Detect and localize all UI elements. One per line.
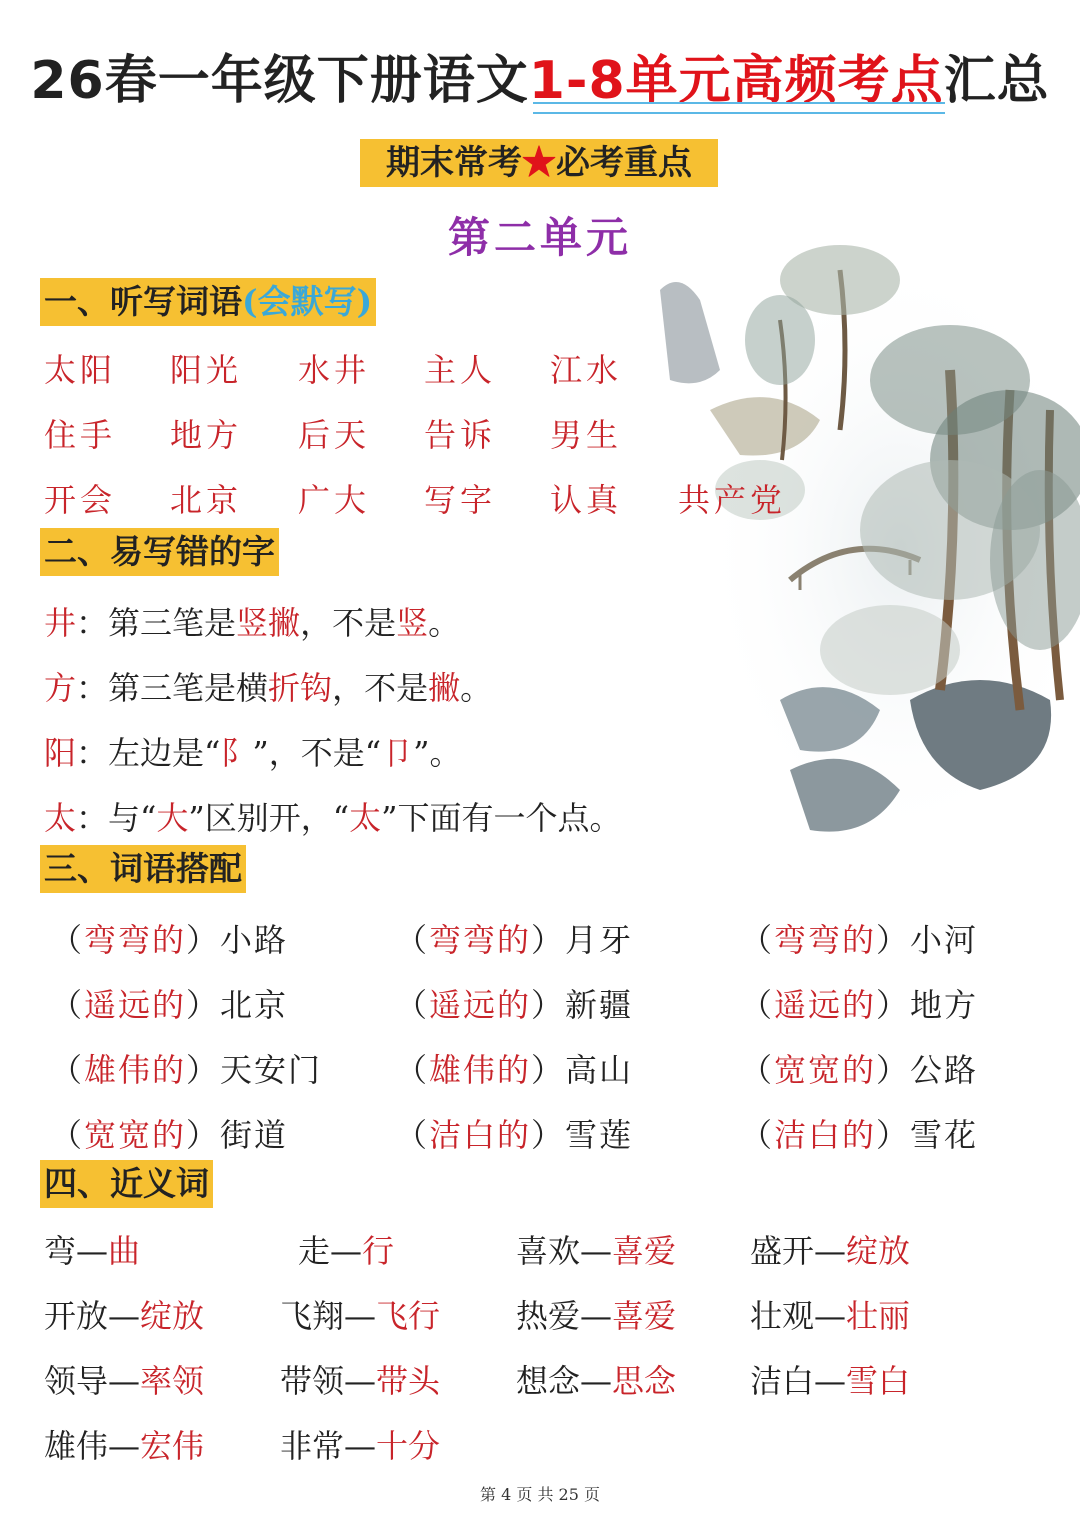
dictation-word: 后天	[298, 416, 371, 454]
text: ”，不是“	[252, 734, 382, 772]
synonym-answer: 率领	[140, 1362, 205, 1400]
synonym-word: 洁白	[750, 1362, 815, 1400]
collocation-item: （洁白的）雪花	[740, 1116, 979, 1154]
collocation-noun: 新疆	[565, 986, 634, 1024]
highlight-text: 卩	[381, 734, 414, 772]
synonym-answer: 喜爱	[612, 1297, 677, 1335]
dictation-word: 写字	[424, 481, 497, 519]
error-char-item	[44, 598, 460, 644]
collocation-noun: 天安门	[220, 1051, 323, 1089]
synonym-answer: 宏伟	[140, 1427, 205, 1465]
collocation-adj: 雄伟的	[429, 1051, 532, 1089]
collocation-item: （雄伟的）天安门	[50, 1051, 323, 1089]
dictation-word: 男生	[550, 416, 623, 454]
synonym-word: 热爱	[516, 1297, 581, 1335]
dictation-word: 太阳	[44, 351, 117, 389]
synonym-word: 领导	[44, 1362, 109, 1400]
collocation-item: （弯弯的）小路	[50, 921, 289, 959]
synonym-word: 盛开	[750, 1232, 815, 1270]
badge-left: 期末常考	[386, 143, 522, 183]
collocation-adj: 弯弯的	[84, 921, 187, 959]
collocation-adj: 弯弯的	[774, 921, 877, 959]
colon: ：	[76, 669, 109, 707]
text: 第三笔是	[108, 604, 237, 642]
collocation-item: （宽宽的）公路	[740, 1051, 979, 1089]
synonym-pair: 热爱—喜爱	[516, 1297, 677, 1335]
unit-title: 第二单元	[447, 213, 632, 262]
synonym-word: 飞翔	[280, 1297, 345, 1335]
error-char: 阳	[44, 734, 77, 772]
error-char-item	[44, 793, 622, 839]
collocation-adj: 弯弯的	[429, 921, 532, 959]
badge-right: 必考重点	[556, 143, 692, 183]
synonym-answer: 曲	[108, 1232, 141, 1270]
synonym-word: 喜欢	[516, 1232, 581, 1270]
collocation-adj: 宽宽的	[774, 1051, 877, 1089]
synonym-word: 想念	[516, 1362, 581, 1400]
synonym-answer: 行	[362, 1232, 395, 1270]
colon: ：	[76, 604, 109, 642]
dictation-word: 江水	[550, 351, 623, 389]
colon: ：	[76, 799, 109, 837]
highlight-text: 竖	[396, 604, 429, 642]
dictation-word: 开会	[44, 481, 117, 519]
synonym-pair: 盛开—绽放	[750, 1232, 911, 1270]
text: 。	[460, 669, 493, 707]
landscape-illustration	[650, 230, 1080, 870]
star-icon: ★	[522, 143, 556, 183]
dictation-word: 地方	[170, 416, 243, 454]
synonym-answer: 绽放	[846, 1232, 911, 1270]
error-char: 井	[44, 604, 77, 642]
synonym-pair: 开放—绽放	[44, 1297, 205, 1335]
dictation-word: 共产党	[678, 481, 787, 519]
highlight-text: 大	[156, 799, 189, 837]
highlight-text: 撇	[428, 669, 461, 707]
collocation-item: （遥远的）地方	[740, 986, 979, 1024]
dictation-word: 住手	[44, 416, 117, 454]
dictation-word: 广大	[298, 481, 371, 519]
synonym-pair: 想念—思念	[516, 1362, 677, 1400]
title-underline	[533, 102, 945, 114]
text: 左边是“	[108, 734, 221, 772]
synonym-word: 带领	[280, 1362, 345, 1400]
synonym-word: 非常	[280, 1427, 345, 1465]
collocation-noun: 雪花	[910, 1116, 979, 1154]
text: 第三笔是横	[108, 669, 269, 707]
dictation-word: 阳光	[170, 351, 243, 389]
collocation-adj: 雄伟的	[84, 1051, 187, 1089]
collocation-item: （雄伟的）高山	[395, 1051, 634, 1089]
collocation-item: （遥远的）北京	[50, 986, 289, 1024]
text: ，不是	[332, 669, 429, 707]
synonym-word: 走	[298, 1232, 331, 1270]
synonym-pair: 雄伟—宏伟	[44, 1427, 205, 1465]
collocation-noun: 雪莲	[565, 1116, 634, 1154]
highlight-text: 阝	[220, 734, 253, 772]
section2-heading: 二、易写错的字	[40, 528, 279, 576]
collocation-noun: 高山	[565, 1051, 634, 1089]
synonym-answer: 带头	[376, 1362, 441, 1400]
synonym-pair: 壮观—壮丽	[750, 1297, 911, 1335]
text: 与“	[108, 799, 157, 837]
synonym-answer: 思念	[612, 1362, 677, 1400]
synonym-word: 弯	[44, 1232, 77, 1270]
synonym-pair: 喜欢—喜爱	[516, 1232, 677, 1270]
collocation-item: （遥远的）新疆	[395, 986, 634, 1024]
section4-heading: 四、近义词	[40, 1160, 213, 1208]
section1-heading-text: 一、听写词语	[44, 282, 242, 321]
error-char-item	[44, 728, 462, 774]
error-char-item	[44, 663, 492, 709]
synonym-answer: 十分	[376, 1427, 441, 1465]
text: ”。	[413, 734, 462, 772]
text: ”区别开，“	[188, 799, 350, 837]
synonym-word: 壮观	[750, 1297, 815, 1335]
synonym-answer: 绽放	[140, 1297, 205, 1335]
synonym-pair: 洁白—雪白	[750, 1362, 911, 1400]
section1-note: (会默写)	[242, 282, 373, 321]
synonym-pair: 弯—曲	[44, 1232, 141, 1270]
dictation-word: 认真	[550, 481, 623, 519]
highlight-text: 竖撇	[236, 604, 301, 642]
colon: ：	[76, 734, 109, 772]
synonym-answer: 喜爱	[612, 1232, 677, 1270]
collocation-item: （洁白的）雪莲	[395, 1116, 634, 1154]
collocation-adj: 遥远的	[774, 986, 877, 1024]
synonym-pair: 走—行	[298, 1232, 395, 1270]
dictation-word: 北京	[170, 481, 243, 519]
synonym-pair: 领导—率领	[44, 1362, 205, 1400]
synonym-answer: 飞行	[376, 1297, 441, 1335]
collocation-adj: 洁白的	[429, 1116, 532, 1154]
collocation-noun: 地方	[910, 986, 979, 1024]
exam-badge	[360, 139, 718, 187]
collocation-item: （宽宽的）街道	[50, 1116, 289, 1154]
title-part2: 1-8单元高频考点	[528, 51, 944, 111]
text: ”下面有一个点。	[381, 799, 622, 837]
dictation-word: 主人	[424, 351, 497, 389]
collocation-noun: 公路	[910, 1051, 979, 1089]
section3-heading: 三、词语搭配	[40, 845, 246, 893]
highlight-text: 折钩	[268, 669, 333, 707]
title-part1: 26春一年级下册语文	[30, 51, 529, 111]
section1-heading	[40, 278, 376, 326]
collocation-adj: 宽宽的	[84, 1116, 187, 1154]
collocation-item: （弯弯的）月牙	[395, 921, 634, 959]
synonym-answer: 壮丽	[846, 1297, 911, 1335]
dictation-word: 水井	[298, 351, 371, 389]
synonym-answer: 雪白	[846, 1362, 911, 1400]
collocation-noun: 小河	[910, 921, 979, 959]
collocation-noun: 月牙	[565, 921, 634, 959]
synonym-word: 开放	[44, 1297, 109, 1335]
collocation-item: （弯弯的）小河	[740, 921, 979, 959]
collocation-adj: 遥远的	[429, 986, 532, 1024]
synonym-pair: 飞翔—飞行	[280, 1297, 441, 1335]
collocation-adj: 遥远的	[84, 986, 187, 1024]
collocation-noun: 北京	[220, 986, 289, 1024]
title-part3: 汇总	[943, 51, 1050, 111]
collocation-noun: 街道	[220, 1116, 289, 1154]
page-number: 第 4 页 共 25 页	[480, 1485, 600, 1504]
synonym-word: 雄伟	[44, 1427, 109, 1465]
synonym-pair: 非常—十分	[280, 1427, 441, 1465]
synonym-pair: 带领—带头	[280, 1362, 441, 1400]
text: 。	[428, 604, 461, 642]
error-char: 方	[44, 669, 77, 707]
collocation-adj: 洁白的	[774, 1116, 877, 1154]
dictation-word: 告诉	[424, 416, 497, 454]
collocation-noun: 小路	[220, 921, 289, 959]
error-char: 太	[44, 799, 77, 837]
highlight-text: 太	[349, 799, 382, 837]
text: ，不是	[300, 604, 397, 642]
